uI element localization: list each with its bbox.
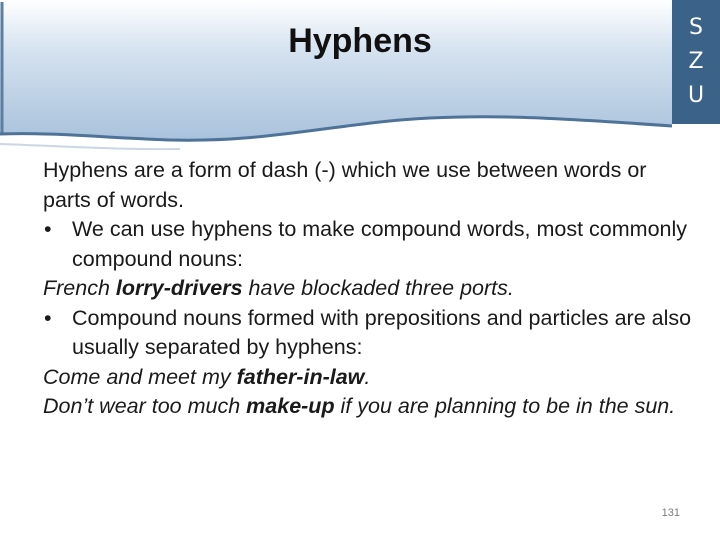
logo-letter-z: Z [688, 49, 704, 74]
example-sentence [43, 392, 693, 422]
bullet-dot-icon: • [44, 217, 52, 241]
example-text: Come and meet my [43, 364, 237, 389]
example-text: if you are planning to be in the sun. [334, 394, 676, 418]
slide-body [43, 156, 693, 422]
example-highlight: father-in-law [236, 364, 365, 389]
logo-letter-s: S [689, 15, 703, 40]
bullet-text: Compound nouns formed with prepositions and particles are also usually separated by hyphens: [72, 305, 692, 359]
bullet-item [43, 215, 693, 274]
logo-letter-u: U [687, 83, 705, 108]
example-text: . [364, 364, 371, 389]
intro-paragraph: Hyphens are a form of dash (-) which we use between words or parts of words. [43, 158, 647, 212]
szu-logo [672, 0, 720, 124]
example-highlight: lorry-drivers [115, 276, 243, 300]
example-text: French [43, 276, 116, 300]
bullet-dot-icon: • [44, 305, 52, 330]
example-sentence [43, 363, 693, 393]
bullet-item [43, 304, 693, 363]
example-text: Don’t wear too much [43, 394, 247, 418]
page-number: 131 [661, 507, 680, 519]
example-sentence [43, 274, 693, 304]
slide-title: Hyphens [288, 22, 432, 60]
example-highlight: make-up [246, 394, 335, 418]
example-text: have blockaded three ports. [242, 276, 514, 300]
bullet-text: We can use hyphens to make compound words, most commonly compound nouns: [72, 217, 688, 271]
